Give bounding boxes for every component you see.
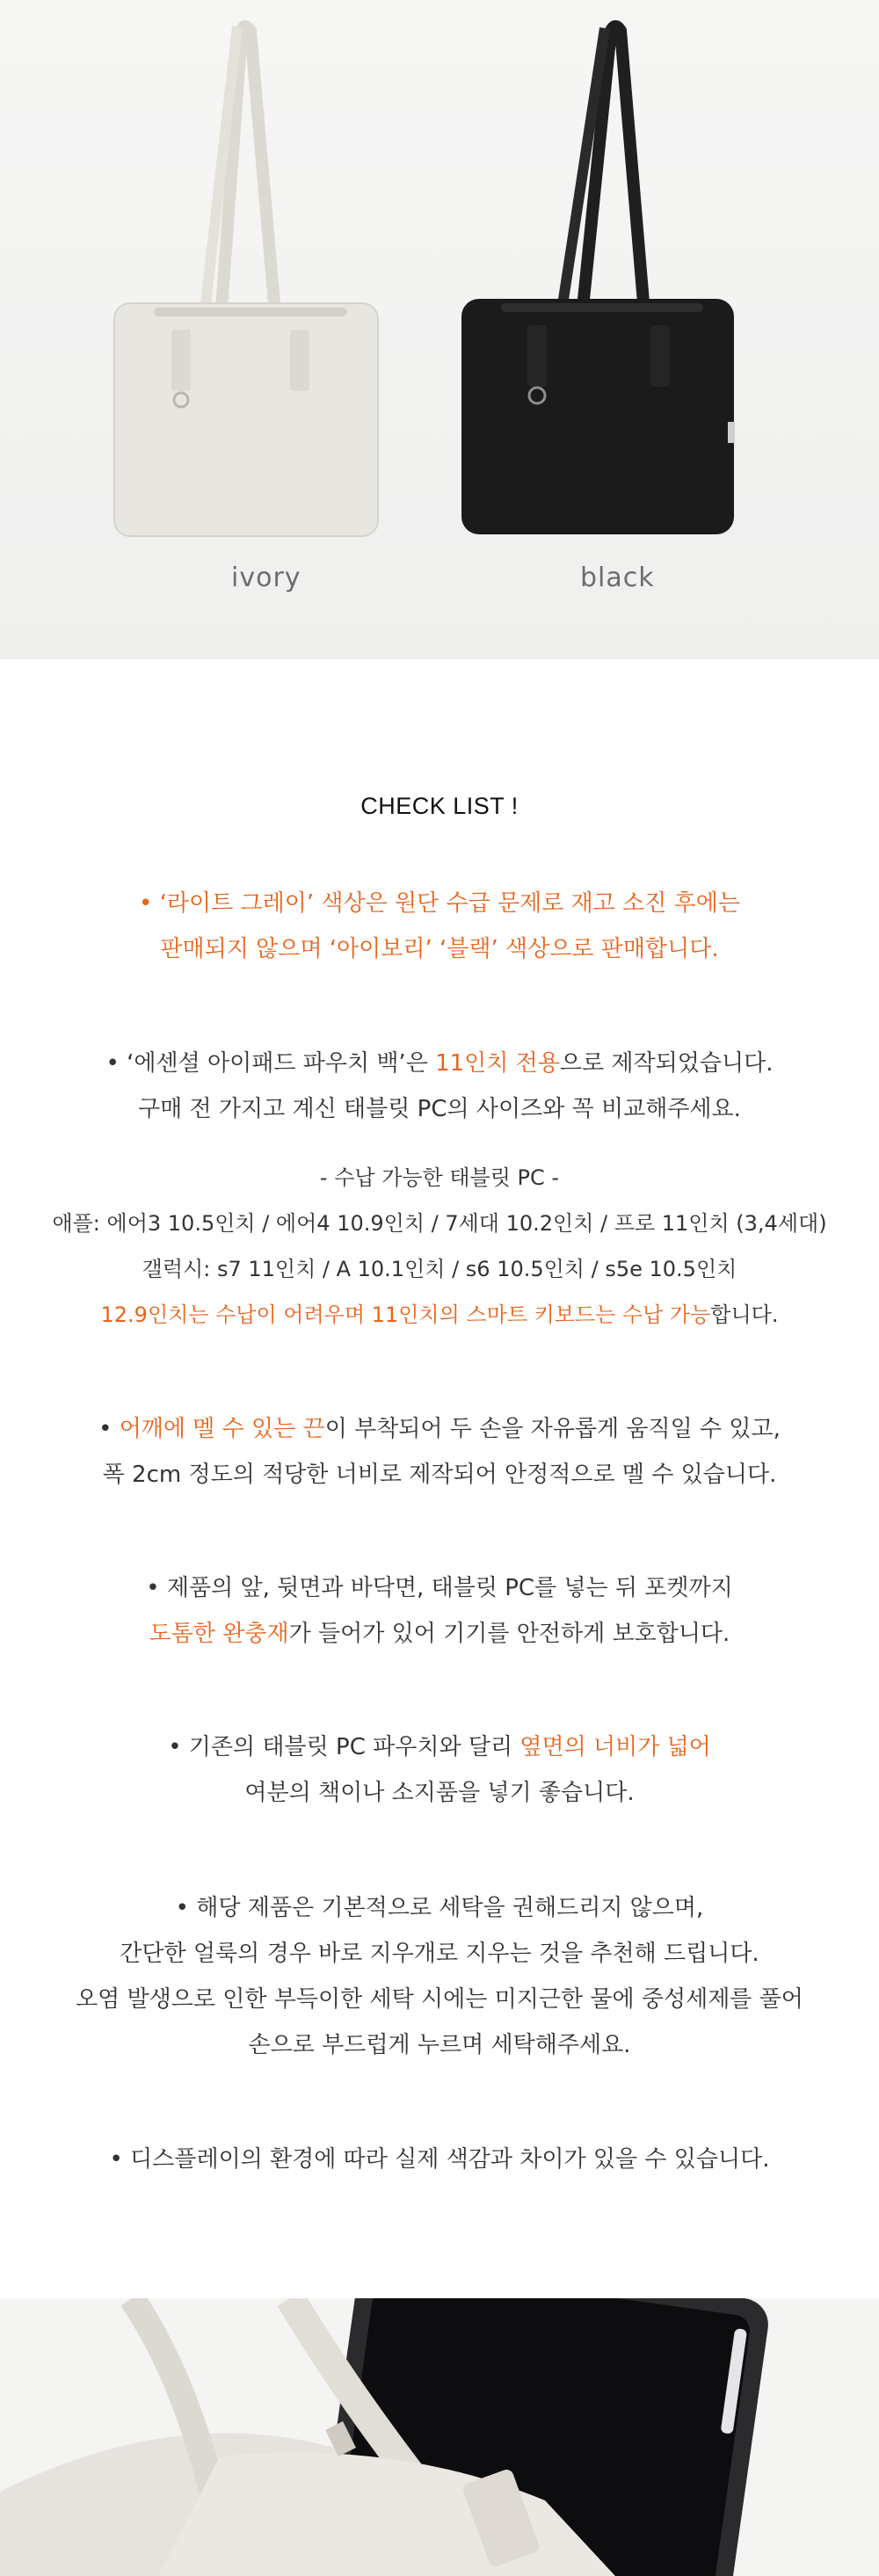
notice-size [0, 1041, 879, 1132]
notice-light-gray-line1: • ‘라이트 그레이’ 색상은 원단 수급 문제로 재고 소진 후에는 [139, 890, 740, 917]
notice-padding-highlight: 도톰한 완충재 [149, 1621, 289, 1647]
color-label-ivory: ivory [231, 562, 301, 593]
notice-washing-line2: 간단한 얼룩의 경우 바로 지우개로 지우는 것을 추천해 드립니다. [120, 1941, 759, 1967]
notice-padding-line1: • 제품의 앞, 뒷면과 바닥면, 태블릿 PC를 넣는 뒤 포켓까지 [146, 1575, 733, 1601]
notice-strap-highlight: 어깨에 멜 수 있는 끈 [119, 1416, 325, 1442]
notice-washing-line3: 오염 발생으로 인한 부득이한 세탁 시에는 미지근한 물에 중성세제를 풀어 [76, 1986, 803, 2013]
compatible-tablets [0, 1155, 879, 1338]
compatible-note-highlight: 12.9인치는 수납이 어려우며 11인치의 스마트 키보드는 수납 가능 [100, 1303, 711, 1327]
notice-washing [0, 1885, 879, 2068]
notice-width-text-a: • 기존의 태블릿 PC 파우치와 달리 [168, 1734, 520, 1760]
notice-washing-line4: 손으로 부드럽게 누르며 세탁해주세요. [248, 2032, 631, 2058]
notice-display-line1: • 디스플레이의 환경에 따라 실제 색감과 차이가 있을 수 있습니다. [109, 2146, 770, 2173]
compatible-apple: 애플: 에어3 10.5인치 / 에어4 10.9인치 / 7세대 10.2인치 / 프로 11인치 (3,4세대) [52, 1211, 827, 1236]
notice-size-highlight: 11인치 전용 [435, 1050, 560, 1077]
notice-padding-text: 가 들어가 있어 기기를 안전하게 보호합니다. [288, 1621, 730, 1647]
notice-width-highlight: 옆면의 너비가 넓어 [519, 1734, 711, 1760]
notice-padding [0, 1565, 879, 1657]
notice-strap-text-b: 이 부착되어 두 손을 자유롭게 움직일 수 있고, [324, 1416, 781, 1442]
notice-strap [0, 1406, 879, 1498]
notice-display [0, 2137, 879, 2182]
notice-light-gray [0, 881, 879, 972]
compatible-note-text: 합니다. [710, 1303, 779, 1327]
compatible-galaxy: 갤럭시: s7 11인치 / A 10.1인치 / s6 10.5인치 / s5e 10.5인치 [142, 1257, 737, 1281]
notice-width [0, 1724, 879, 1816]
notice-size-line2: 구매 전 가지고 계신 태블릿 PC의 사이즈와 꼭 비교해주세요. [138, 1096, 741, 1122]
notice-strap-line2: 폭 2cm 정도의 적당한 너비로 제작되어 안정적으로 멜 수 있습니다. [102, 1462, 777, 1488]
notice-strap-text-a: • [98, 1416, 120, 1442]
notice-size-text-b: 으로 제작되었습니다. [559, 1050, 774, 1077]
product-photo-colors [0, 0, 879, 659]
notice-size-text-a: • ‘에센셜 아이패드 파우치 백’은 [105, 1050, 436, 1077]
product-photo-detail [0, 2298, 879, 2576]
notice-width-line2: 여분의 책이나 소지품을 넣기 좋습니다. [244, 1780, 635, 1806]
notice-light-gray-line2: 판매되지 않으며 ‘아이보리’ ‘블랙’ 색상으로 판매합니다. [160, 936, 719, 962]
notice-washing-line1: • 해당 제품은 기본적으로 세탁을 권해드리지 않으며, [175, 1895, 704, 1921]
checklist-title: CHECK LIST ! [360, 793, 519, 819]
ivory-bag-image [105, 18, 387, 554]
compatible-tablets-heading: - 수납 가능한 태블릿 PC - [319, 1165, 560, 1190]
black-bag-image [448, 18, 747, 554]
bag-with-tablet-image [0, 2298, 879, 2576]
color-label-black: black [580, 562, 655, 593]
